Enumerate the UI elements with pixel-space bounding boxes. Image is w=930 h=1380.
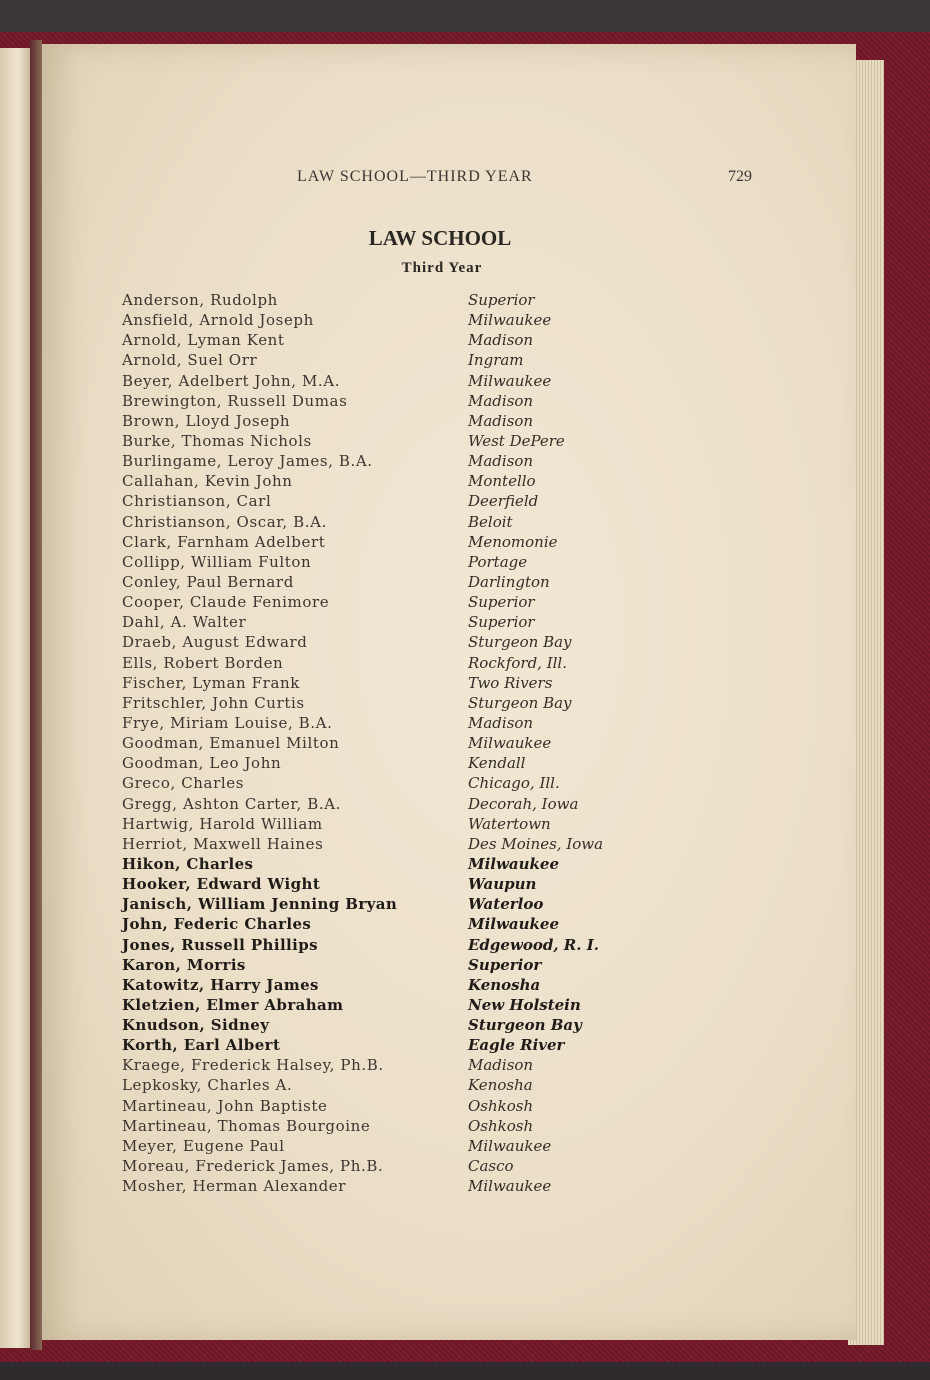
roster-row — [122, 1075, 642, 1095]
student-hometown: Ingram — [468, 351, 524, 370]
student-hometown: Madison — [468, 1056, 534, 1075]
student-hometown: Madison — [468, 452, 534, 471]
student-hometown: Sturgeon Bay — [468, 633, 572, 652]
student-name: Goodman, Leo John — [122, 754, 282, 773]
student-hometown: Milwaukee — [468, 1136, 552, 1155]
student-name: Collipp, William Fulton — [122, 552, 312, 571]
roster-row — [122, 1176, 642, 1196]
student-name: Hikon, Charles — [122, 854, 254, 873]
student-name: Ells, Robert Borden — [122, 653, 284, 672]
roster-row — [122, 471, 642, 491]
roster-row — [122, 491, 642, 511]
student-name: Goodman, Emanuel Milton — [122, 734, 340, 753]
student-name: Hooker, Edward Wight — [122, 875, 321, 894]
roster-row — [122, 854, 642, 874]
student-hometown: Sturgeon Bay — [468, 693, 572, 712]
student-hometown: Montello — [468, 472, 536, 491]
roster-row — [122, 814, 642, 834]
roster-row — [122, 592, 642, 612]
roster-row — [122, 753, 642, 773]
student-hometown: Madison — [468, 391, 534, 410]
roster-row — [122, 532, 642, 552]
roster-row — [122, 310, 642, 330]
section-title: LAW SCHOOL — [368, 226, 512, 250]
student-hometown: Superior — [468, 613, 535, 632]
student-name: Burke, Thomas Nichols — [122, 431, 312, 450]
student-hometown: Edgewood, R. I. — [468, 935, 599, 954]
roster-row — [122, 1116, 642, 1136]
roster-row — [122, 975, 642, 995]
student-hometown: West DePere — [468, 431, 565, 450]
student-hometown: Milwaukee — [468, 854, 560, 873]
roster-row — [122, 1096, 642, 1116]
roster-row — [122, 1136, 642, 1156]
student-hometown: Waterloo — [468, 895, 544, 914]
student-name: Brewington, Russell Dumas — [122, 391, 348, 410]
student-name: Hartwig, Harold William — [122, 814, 323, 833]
student-name: Fischer, Lyman Frank — [122, 673, 300, 692]
student-hometown: Portage — [468, 552, 528, 571]
roster-row — [122, 1015, 642, 1035]
roster-row — [122, 612, 642, 632]
roster-row — [122, 290, 642, 310]
roster-row — [122, 632, 642, 652]
roster-row — [122, 411, 642, 431]
student-hometown: Milwaukee — [468, 734, 552, 753]
student-name: Kletzien, Elmer Abraham — [122, 995, 344, 1014]
student-hometown: Rockford, Ill. — [468, 653, 567, 672]
student-name: Brown, Lloyd Joseph — [122, 411, 291, 430]
student-hometown: Milwaukee — [468, 371, 552, 390]
student-name: Ansfield, Arnold Joseph — [122, 311, 314, 330]
student-name: Draeb, August Edward — [122, 633, 308, 652]
roster-row — [122, 391, 642, 411]
student-hometown: Milwaukee — [468, 1177, 552, 1196]
student-name: Herriot, Maxwell Haines — [122, 834, 324, 853]
student-hometown: New Holstein — [468, 995, 581, 1014]
student-name: Frye, Miriam Louise, B.A. — [122, 713, 333, 732]
roster-row — [122, 653, 642, 673]
student-name: Korth, Earl Albert — [122, 1036, 281, 1055]
roster-row — [122, 773, 642, 793]
roster-row — [122, 794, 642, 814]
roster-row — [122, 1055, 642, 1075]
roster-row — [122, 914, 642, 934]
student-hometown: Two Rivers — [468, 673, 553, 692]
student-hometown: Chicago, Ill. — [468, 774, 560, 793]
student-name: Cooper, Claude Fenimore — [122, 593, 330, 612]
roster-row — [122, 935, 642, 955]
student-name: Knudson, Sidney — [122, 1016, 270, 1035]
student-name: Fritschler, John Curtis — [122, 693, 305, 712]
student-name: Gregg, Ashton Carter, B.A. — [122, 794, 341, 813]
page-number: 729 — [728, 168, 752, 185]
student-hometown: Beloit — [468, 512, 513, 531]
student-name: Burlingame, Leroy James, B.A. — [122, 452, 373, 471]
student-name: Anderson, Rudolph — [122, 291, 278, 309]
student-name: Greco, Charles — [122, 774, 245, 793]
roster-row — [122, 350, 642, 370]
student-hometown: Des Moines, Iowa — [468, 834, 604, 853]
roster-row — [122, 451, 642, 471]
student-name: Arnold, Suel Orr — [122, 351, 258, 370]
student-hometown: Waupun — [468, 875, 537, 894]
student-name: Lepkosky, Charles A. — [122, 1076, 293, 1095]
roster-row — [122, 693, 642, 713]
student-hometown: Sturgeon Bay — [468, 1016, 582, 1035]
student-name: Martineau, Thomas Bourgoine — [122, 1116, 371, 1135]
roster-row — [122, 552, 642, 572]
student-hometown: Milwaukee — [468, 311, 552, 330]
student-hometown: Decorah, Iowa — [468, 794, 579, 813]
roster-row — [122, 834, 642, 854]
student-name: Conley, Paul Bernard — [122, 572, 294, 591]
student-hometown: Kendall — [468, 754, 526, 773]
roster-row — [122, 894, 642, 914]
student-name: Meyer, Eugene Paul — [122, 1136, 285, 1155]
student-hometown: Oshkosh — [468, 1116, 534, 1135]
student-hometown: Casco — [468, 1157, 514, 1176]
student-hometown: Kenosha — [468, 975, 541, 994]
student-name: Christianson, Oscar, B.A. — [122, 512, 327, 531]
running-head: LAW SCHOOL—THIRD YEAR — [297, 168, 533, 185]
student-name: Christianson, Carl — [122, 492, 272, 511]
student-hometown: Darlington — [468, 572, 550, 591]
student-hometown: Superior — [468, 593, 535, 612]
student-hometown: Madison — [468, 411, 534, 430]
student-name: Kraege, Frederick Halsey, Ph.B. — [122, 1056, 384, 1075]
section-subtitle: Third Year — [401, 260, 483, 276]
student-hometown: Eagle River — [468, 1036, 565, 1055]
student-name: Jones, Russell Phillips — [122, 935, 318, 954]
student-hometown: Watertown — [468, 814, 551, 833]
roster-row — [122, 1156, 642, 1176]
roster-row — [122, 733, 642, 753]
student-hometown: Superior — [468, 291, 535, 309]
student-name: Arnold, Lyman Kent — [122, 331, 285, 350]
roster-row — [122, 955, 642, 975]
roster-row — [122, 673, 642, 693]
student-name: Katowitz, Harry James — [122, 975, 319, 994]
student-name: Moreau, Frederick James, Ph.B. — [122, 1157, 384, 1176]
student-hometown: Oshkosh — [468, 1096, 534, 1115]
student-hometown: Menomonie — [468, 532, 558, 551]
student-hometown: Kenosha — [468, 1076, 533, 1095]
student-name: John, Federic Charles — [122, 915, 312, 934]
student-name: Clark, Farnham Adelbert — [122, 532, 326, 551]
student-hometown: Milwaukee — [468, 915, 560, 934]
roster-row — [122, 995, 642, 1015]
roster-row — [122, 330, 642, 350]
student-hometown: Madison — [468, 331, 534, 350]
roster-row — [122, 371, 642, 391]
roster-row — [122, 431, 642, 451]
student-hometown: Deerfield — [468, 492, 539, 511]
student-hometown: Superior — [468, 955, 542, 974]
student-name: Beyer, Adelbert John, M.A. — [122, 371, 341, 390]
roster-row — [122, 512, 642, 532]
student-hometown: Madison — [468, 713, 534, 732]
roster-row — [122, 1035, 642, 1055]
student-name: Martineau, John Baptiste — [122, 1096, 328, 1115]
student-name: Callahan, Kevin John — [122, 472, 293, 491]
student-name: Janisch, William Jenning Bryan — [122, 895, 398, 914]
roster-row — [122, 713, 642, 733]
student-name: Dahl, A. Walter — [122, 613, 247, 632]
roster-row — [122, 874, 642, 894]
student-roster — [122, 290, 642, 1196]
roster-row — [122, 572, 642, 592]
student-name: Karon, Morris — [122, 955, 246, 974]
student-name: Mosher, Herman Alexander — [122, 1177, 347, 1196]
